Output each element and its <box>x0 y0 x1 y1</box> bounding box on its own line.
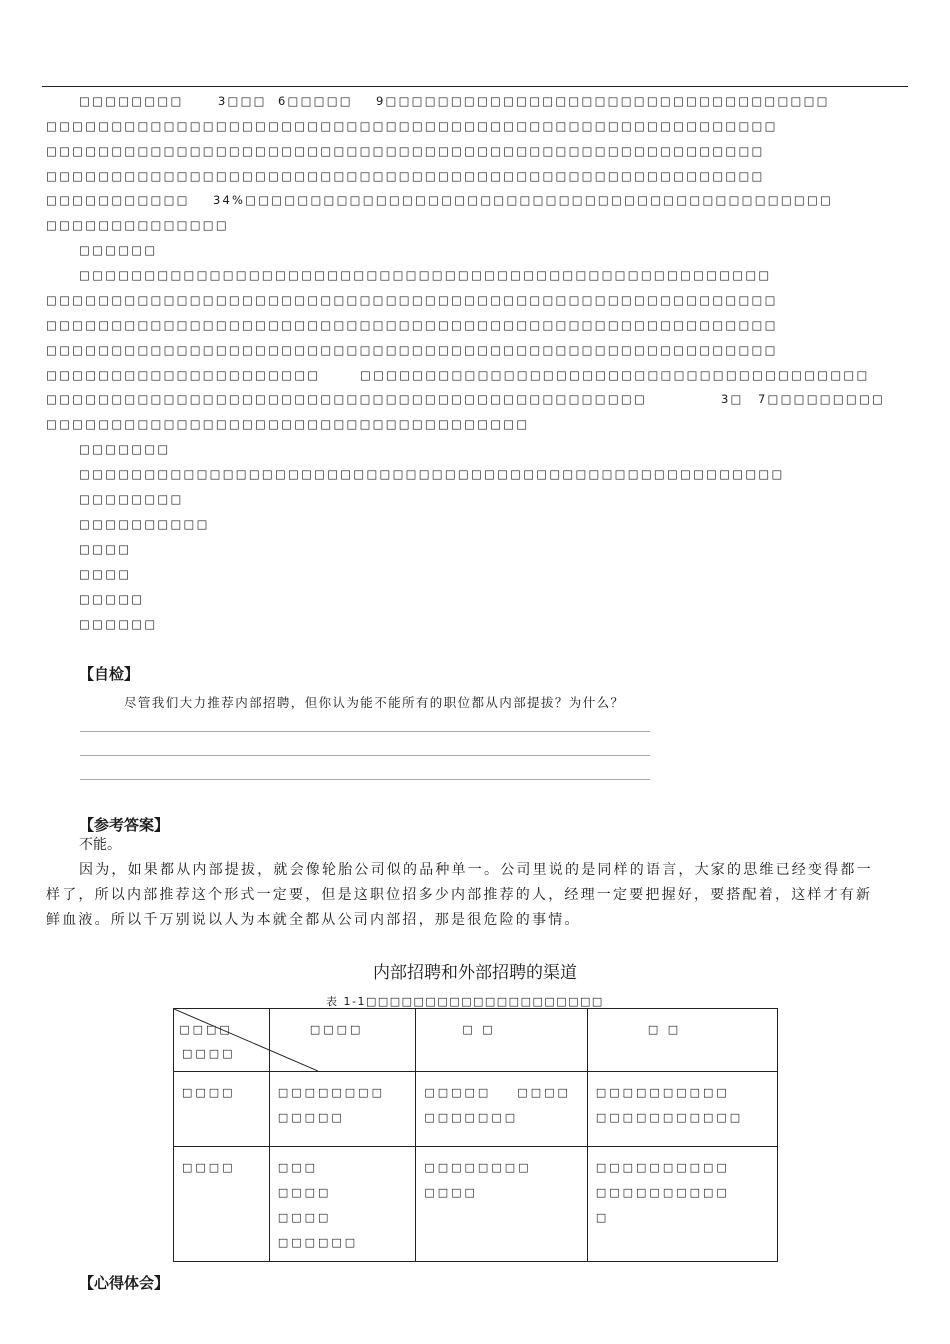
body-line: 3□ <box>721 392 744 406</box>
body-line: □□□□□□ <box>79 243 158 257</box>
reference-line-3: 鲜血液。所以千万别说以人为本就全都从公司内部招，那是很危险的事情。 <box>46 912 581 928</box>
body-line: 6□□□□□ <box>278 94 353 108</box>
reference-line-1: 因为，如果都从内部提拔，就会像轮胎公司似的品种单一。公司里说的是同样的语言，大家的思维已经变得都一 <box>79 862 873 878</box>
body-line: □□□□□□□□□□ <box>79 517 210 531</box>
body-line: □□□□□□□□□□□□□□□□□□□□□□□□□□□□□□□□□□□□□□□□□□□□□□ <box>46 392 648 406</box>
reflection-heading: 【心得体会】 <box>79 1274 170 1292</box>
channels-title: 内部招聘和外部招聘的渠道 <box>373 963 577 983</box>
cell: □□□□□□□□□□ □□□□□□□□□□□ <box>587 1072 777 1147</box>
cell: □□□□□□□□□□ □□□□□□□□□□ □ <box>587 1147 777 1262</box>
cell: □□□□□□□□ □□□□□ <box>269 1072 416 1147</box>
body-line: 9□□□□□□□□□□□□□□□□□□□□□□□□□□□□□□□□□□ <box>376 94 830 108</box>
answer-line-1[interactable] <box>80 731 650 732</box>
body-line: □□□□□□□□□□□□□□□□□□□□□□□□□□□□□□□□□□□□□□□□□□□□□□□□□□□□□□□ <box>46 169 765 183</box>
body-line: □□□□□□□□ <box>79 492 184 506</box>
body-line: □□□□□□□□□□□□□□ <box>46 218 229 232</box>
cell: □□□□□□□□ □□□□ <box>416 1147 588 1262</box>
body-line: □□□□□□□□ <box>79 94 184 108</box>
body-line: □□□□□□□□□□□□□□□□□□□□□□□□□□□□□□□□□□□□□□□□□□□□□□□□□□□□□□□□ <box>46 293 778 307</box>
channels-table <box>173 1008 778 1262</box>
header-col-3: □ □ <box>416 1009 588 1072</box>
header-bottom-left: □□□□ <box>182 1047 236 1060</box>
body-line: □□□□□□□□□□□□□□□□□□□□□□□□□□□□□□□□□□□□□□□□□□□□□□□□□□□□□□□□ <box>46 318 778 332</box>
table-header-row <box>174 1009 778 1072</box>
row-label: □□□□ <box>174 1147 270 1262</box>
body-line: 7□□□□□□□□□ <box>758 392 886 406</box>
body-line: □□□□□□□□□□□□□□□□□□□□□□□□□□□□□□□□□□□□□□□□□□□□□□□□□□□□□□□□ <box>46 119 778 133</box>
top-rule <box>42 86 908 87</box>
self-check-heading: 【自检】 <box>79 665 140 683</box>
answer-line-2[interactable] <box>80 755 650 756</box>
body-line: □□□□□□□□□□□□□□□□□□□□□□□□□□□□□□□□□□□□□ <box>46 417 530 431</box>
table-row <box>174 1147 778 1262</box>
self-check-question: 尽管我们大力推荐内部招聘，但你认为能不能所有的职位都从内部提拔？为什么？ <box>124 695 625 710</box>
body-line: □□□□□ <box>79 592 145 606</box>
body-line: □□□□□□□□□□□□□□□□□□□□□□□□□□□□□□□□□□□□□□□□□□□□□□□□□□□□□ <box>79 268 772 282</box>
answer-line-3[interactable] <box>80 779 650 780</box>
header-top-right: □□□□ <box>179 1023 233 1036</box>
reference-line-2: 样了，所以内部推荐这个形式一定要，但是这职位招多少内部推荐的人，经理一定要把握好，要搭配着，这样才有新 <box>46 887 873 903</box>
body-line: □□□□□□□□□□□□□□□□□□□□□□□□□□□□□□□□□□□□□□□ <box>360 368 870 382</box>
header-col-2: □□□□ <box>269 1009 416 1072</box>
cell: □□□ □□□□ □□□□ □□□□□□ <box>269 1147 416 1262</box>
body-line: □□□□ <box>79 542 132 556</box>
header-col-4: □ □ <box>587 1009 777 1072</box>
body-line: 34%□□□□□□□□□□□□□□□□□□□□□□□□□□□□□□□□□□□□□□□□□□□□□ <box>213 193 834 207</box>
diagonal-header-cell <box>174 1009 270 1072</box>
reference-heading: 【参考答案】 <box>79 816 170 834</box>
row-label: □□□□ <box>174 1072 270 1147</box>
body-line: □□□□ <box>79 567 132 581</box>
reference-answer-short: 不能。 <box>79 837 121 853</box>
body-line: □□□□□□ <box>79 617 158 631</box>
body-line: □□□□□□□ <box>79 442 171 456</box>
body-line: □□□□□□□□□□□□□□□□□□□□□□□□□□□□□□□□□□□□□□□□□□□□□□□□□□□□□□□ <box>46 144 765 158</box>
body-line: □□□□□□□□□□□ <box>46 193 190 207</box>
body-line: □□□□□□□□□□□□□□□□□□□□□ <box>46 368 321 382</box>
table-row <box>174 1072 778 1147</box>
body-line: 3□□□ <box>218 94 267 108</box>
cell: □□□□□ □□□□ □□□□□□□ <box>416 1072 588 1147</box>
body-line: □□□□□□□□□□□□□□□□□□□□□□□□□□□□□□□□□□□□□□□□□□□□□□□□□□□□□□ <box>79 467 785 481</box>
body-line: □□□□□□□□□□□□□□□□□□□□□□□□□□□□□□□□□□□□□□□□□□□□□□□□□□□□□□□□ <box>46 343 778 357</box>
table-caption: 表 1-1□□□□□□□□□□□□□□□□□□□□ <box>326 995 604 1008</box>
